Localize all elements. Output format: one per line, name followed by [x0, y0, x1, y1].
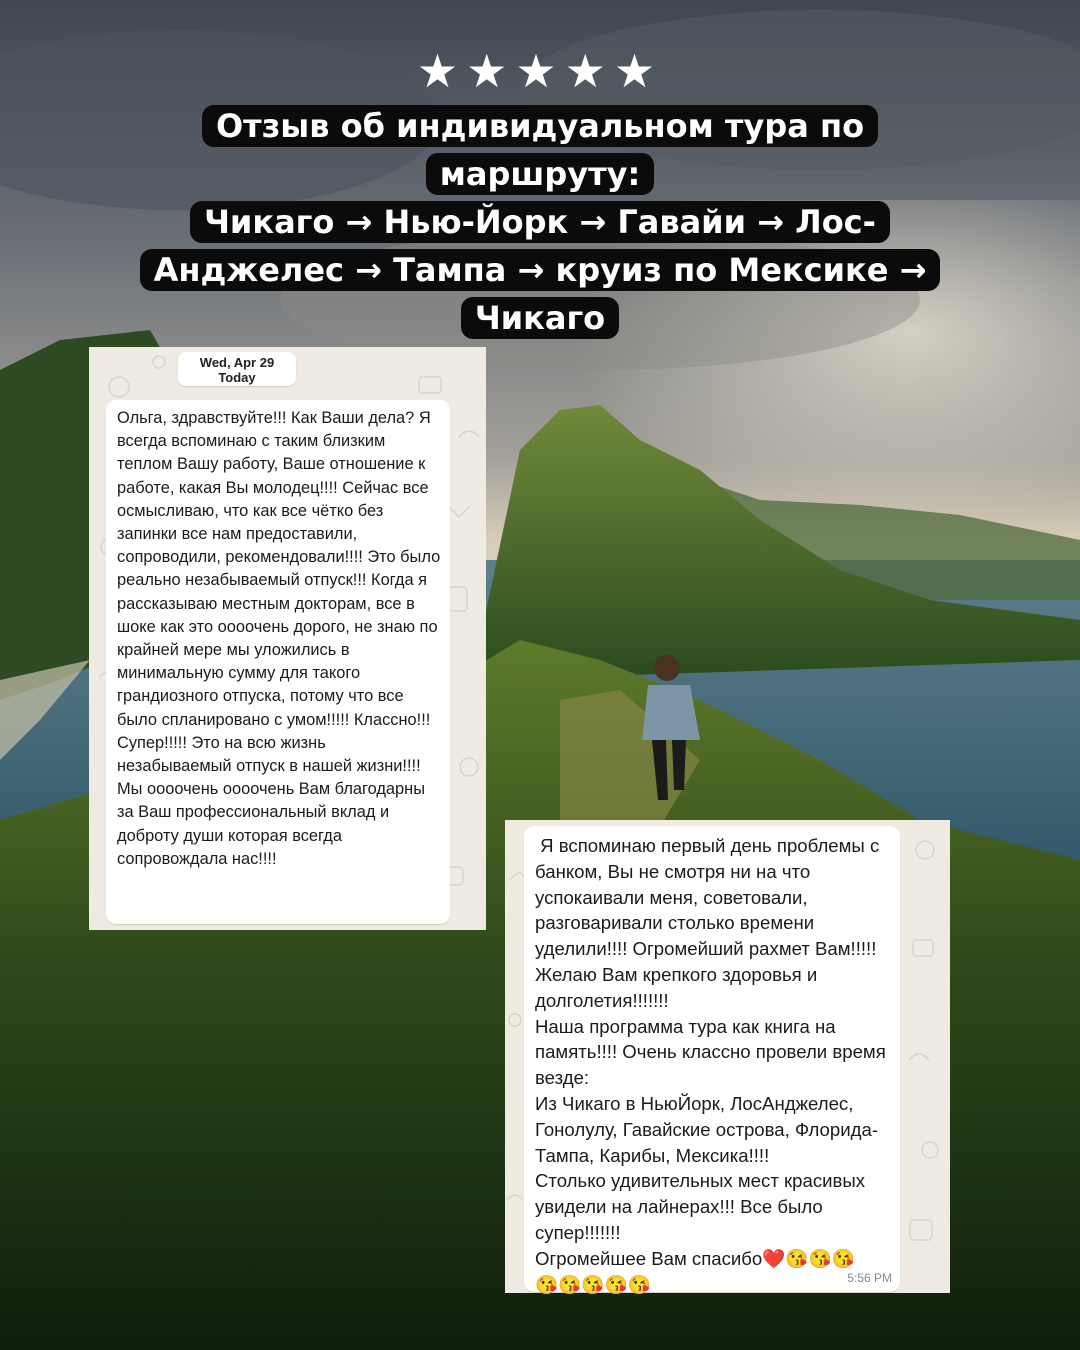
message-text: Ольга, здравствуйте!!! Как Ваши дела? Я всегда вспоминаю с таким близким теплом Вашу работу, Ваше отношение к работе, какая Вы молодец!!!! Сейчас все осмысливаю, что как все чётко без запинки все нам предоставили, сопроводили, рекомендовали!!!! Это было реально незабываемый отпуск!!! Когда я рассказываю местным докторам, все в шоке как это оооочень дорого, не знаю по крайней мере мы уложились в минимальную сумму для такого грандиозного отпуска, потому что все было спланировано с умом!!!!! Классно!!! Супер!!!!! Это на всю жизнь незабываемый отпуск в нашей жизни!!!! Мы оооочень оооочень Вам благодарны за Ваш профессиональный вклад и доброту души которая всегда сопровождала нас!!!!	[117, 409, 445, 868]
date-label: Wed, Apr 29	[199, 355, 275, 370]
date-separator	[178, 352, 296, 386]
star-icon: ★	[613, 44, 664, 98]
rating-stars	[0, 44, 1080, 98]
message-timestamp: 5:56 PM	[847, 1271, 892, 1286]
title-line: Чикаго → Нью-Йорк → Гавайи → Лос-	[190, 201, 890, 243]
message-text: Я вспоминаю первый день проблемы с банком, Вы не смотря ни на что успокаивали меня, советовали, разговаривали столько времени уделили!!!! Огромейший рахмет Вам!!!!! Желаю Вам крепкого здоровья и долголетия!!!!!!! Наша программа тура как книга на память!!!! Очень классно провели время везде: Из Чикаго в НьюЙорк, ЛосАнджелес, Гонолулу, Гавайские острова, Флорида-Тампа, Карибы, Мексика!!!! Столько удивительных мест красивых увидели на лайнерах!!! Все было супер!!!!!!! Огромейшее Вам спасибо❤️😘😘😘 😘😘😘😘😘	[535, 835, 886, 1295]
title-line: Чикаго	[461, 297, 619, 339]
message-bubble-2[interactable]	[524, 826, 900, 1295]
today-label: Today	[218, 370, 256, 385]
star-icon: ★	[564, 44, 614, 98]
star-icon: ★	[416, 44, 467, 98]
message-bubble-1[interactable]	[106, 400, 450, 924]
page-title	[120, 102, 960, 342]
title-line: Отзыв об индивидуальном тура по маршруту:	[202, 105, 878, 195]
star-icon: ★	[515, 44, 565, 98]
star-icon: ★	[466, 44, 516, 98]
title-line: Анджелес → Тампа → круиз по Мексике →	[140, 249, 941, 291]
